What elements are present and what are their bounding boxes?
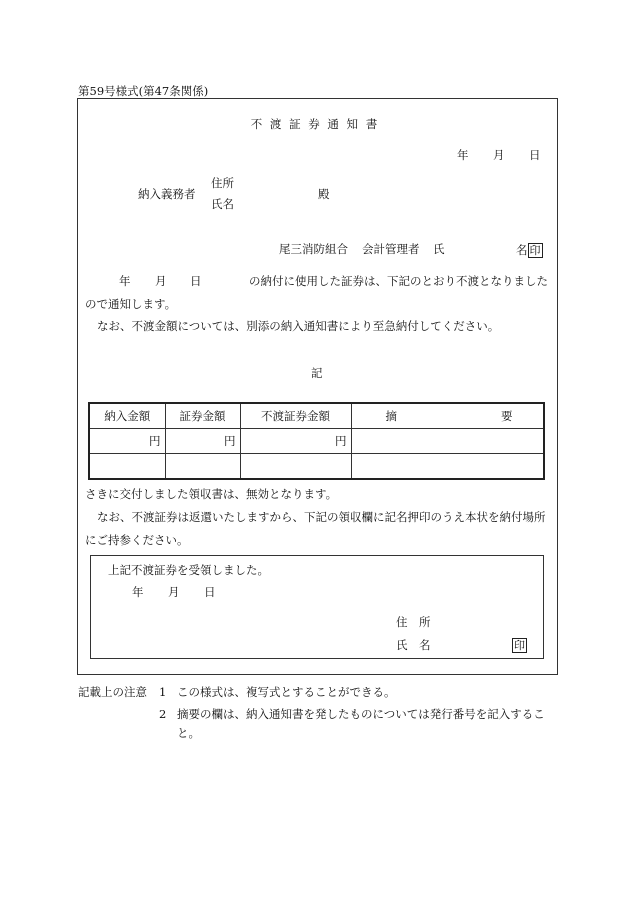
receipt-month: 月 bbox=[168, 585, 180, 599]
receipt-seal-text: 印 bbox=[514, 639, 525, 652]
table-header-row bbox=[89, 403, 544, 429]
body-year: 年 bbox=[119, 274, 131, 288]
body-paragraph2: なお、不渡金額については、別添の納入通知書により至急納付してください。 bbox=[97, 319, 500, 333]
date-month: 月 bbox=[493, 148, 505, 162]
date-day: 日 bbox=[529, 148, 541, 162]
note-1-number: 1 bbox=[159, 685, 167, 699]
remarks-cell[interactable] bbox=[351, 429, 544, 454]
honorific: 殿 bbox=[318, 187, 330, 201]
header-payment-amount: 納入金額 bbox=[89, 403, 165, 429]
receipt-name-label: 氏 名 bbox=[396, 638, 431, 652]
receipt-address-label: 住 所 bbox=[396, 615, 431, 629]
ki-heading: 記 bbox=[311, 366, 323, 380]
after-table-line3: にご持参ください。 bbox=[85, 533, 189, 547]
document-title: 不 渡 証 券 通 知 書 bbox=[250, 117, 380, 131]
header-security-amount: 証券金額 bbox=[165, 403, 240, 429]
payment-amount-cell[interactable] bbox=[89, 454, 165, 480]
sender-name-prefix: 氏 bbox=[433, 242, 445, 256]
note-2-continuation: と。 bbox=[177, 726, 200, 740]
receipt-day: 日 bbox=[204, 585, 216, 599]
body-day: 日 bbox=[190, 274, 202, 288]
body-line2: ので通知します。 bbox=[85, 297, 177, 311]
after-table-line1: さきに交付しました領収書は、無効となります。 bbox=[85, 487, 338, 501]
table-row bbox=[89, 429, 544, 454]
sender-name-suffix bbox=[516, 243, 543, 258]
header-remarks bbox=[351, 403, 544, 429]
dishonored-amount-cell[interactable] bbox=[240, 454, 351, 480]
sender-organization: 尾三消防組合 bbox=[279, 242, 348, 256]
header-remarks-part1: 摘 bbox=[385, 409, 397, 423]
receipt-seal-stamp bbox=[512, 638, 527, 653]
remarks-cell[interactable] bbox=[351, 454, 544, 480]
body-month: 月 bbox=[155, 274, 167, 288]
note-2-text: 摘要の欄は、納入通知書を発したものについては発行番号を記入するこ bbox=[177, 707, 545, 721]
payer-label: 納入義務者 bbox=[138, 187, 196, 201]
notes-heading: 記載上の注意 bbox=[78, 685, 147, 699]
form-code: 第59号様式(第47条関係) bbox=[78, 84, 209, 98]
receipt-statement: 上記不渡証券を受領しました。 bbox=[108, 563, 269, 577]
payer-name-label: 氏名 bbox=[211, 197, 234, 211]
header-remarks-part2: 要 bbox=[501, 409, 513, 423]
header-dishonored-amount: 不渡証券金額 bbox=[240, 403, 351, 429]
sender-name-suffix-text: 名 bbox=[516, 243, 528, 257]
receipt-year: 年 bbox=[132, 585, 144, 599]
detail-table bbox=[88, 402, 545, 480]
body-line1: の納付に使用した証券は、下記のとおり不渡となりました bbox=[249, 274, 548, 288]
sender-seal-stamp: 印 bbox=[529, 244, 541, 257]
table-row bbox=[89, 454, 544, 480]
dishonored-amount-cell[interactable]: 円 bbox=[240, 429, 351, 454]
after-table-line2: なお、不渡証券は返還いたしますから、下記の領収欄に記名押印のうえ本状を納付場所 bbox=[97, 510, 546, 524]
date-year: 年 bbox=[457, 148, 469, 162]
payment-amount-cell[interactable]: 円 bbox=[89, 429, 165, 454]
note-1-text: この様式は、複写式とすることができる。 bbox=[177, 685, 396, 699]
sender-role: 会計管理者 bbox=[362, 242, 420, 256]
security-amount-cell[interactable]: 円 bbox=[165, 429, 240, 454]
payer-address-label: 住所 bbox=[211, 176, 234, 190]
security-amount-cell[interactable] bbox=[165, 454, 240, 480]
note-2-number: 2 bbox=[159, 707, 167, 721]
